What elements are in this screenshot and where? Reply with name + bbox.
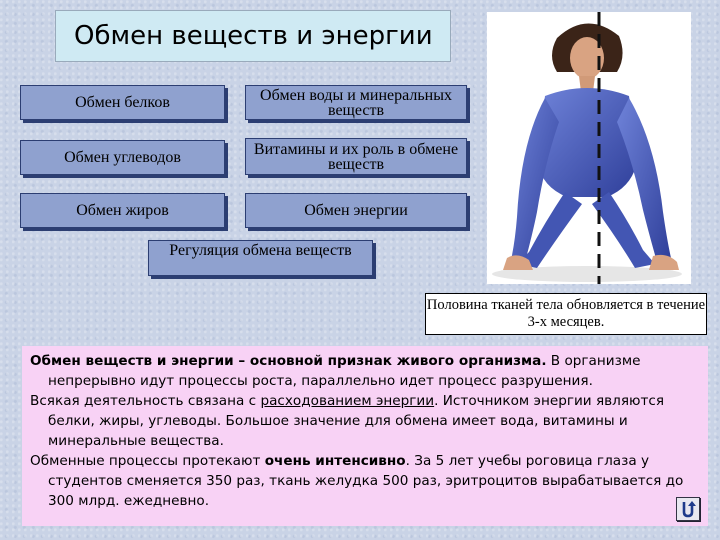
paragraph-3-rest: . За 5 лет учебы роговица глаза у студентов сменяется 350 раз, ткань желудка 500 раз, эритроцитов вырабатывается до 300 млрд. ежедневно. [48,453,684,509]
topic-energy[interactable]: Обмен энергии [245,193,467,228]
paragraph-3-start: Обменные процессы протекают [30,453,265,469]
slide-title: Обмен веществ и энергии [55,10,451,62]
topic-carbs[interactable]: Обмен углеводов [20,140,225,175]
paragraph-2 [30,391,700,451]
paragraph-1 [30,351,700,391]
return-button[interactable] [676,497,700,521]
topic-regulation[interactable]: Регуляция обмена веществ [148,240,373,276]
topic-proteins[interactable]: Обмен белков [20,85,225,120]
paragraph-1-rest: В организме непрерывно идут процессы роста, параллельно идет процесс разрушения. [48,353,641,389]
paragraph-2-underlined: расходованием энергии [260,393,435,409]
paragraph-3 [30,451,700,511]
paragraph-2-start: Всякая деятельность связана с [30,393,261,409]
paragraph-2-rest: . Источником энергии являются белки, жиры, углеводы. Большое значение для обмена имеет вода, витамины и минеральные вещества. [48,393,665,449]
return-arrow-icon [677,498,699,520]
topic-vitamins[interactable]: Витамины и их роль в обмене веществ [245,138,467,175]
note-box: Половина тканей тела обновляется в течение 3-х месяцев. [425,293,707,335]
main-text-panel [22,346,708,526]
woman-stretching-photo [487,12,691,284]
paragraph-1-bold: Обмен веществ и энергии – основной признак живого организма. [30,353,547,369]
paragraph-3-bold: очень интенсивно [264,453,406,469]
topic-fats[interactable]: Обмен жиров [20,193,225,228]
topic-water-minerals[interactable]: Обмен воды и минеральных веществ [245,85,467,120]
